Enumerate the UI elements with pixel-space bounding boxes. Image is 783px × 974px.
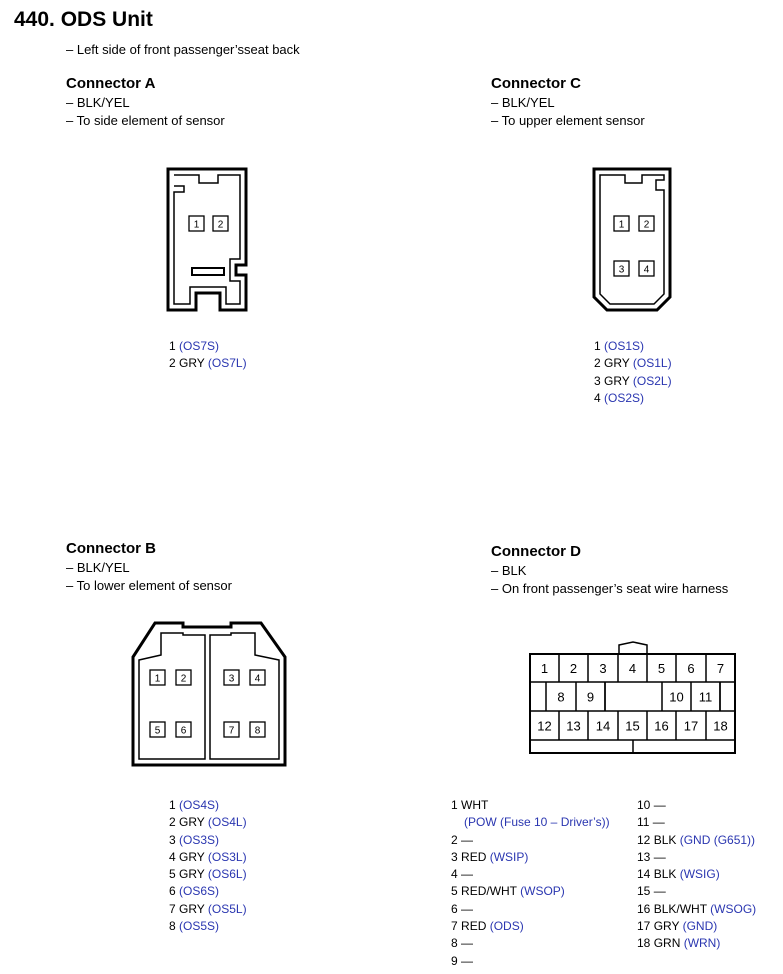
pin-number: 17	[637, 919, 651, 934]
pin-row	[169, 866, 247, 883]
svg-text:2: 2	[643, 219, 650, 231]
cavity-layer	[150, 216, 735, 740]
connector-c-title: Connector C	[491, 75, 581, 92]
signal-name: (ODS)	[486, 919, 524, 934]
pin-row	[451, 814, 610, 831]
svg-text:14: 14	[595, 718, 611, 734]
svg-text:5: 5	[154, 725, 161, 737]
wire-color: GRY	[600, 356, 630, 371]
pin-number: 1	[594, 339, 601, 353]
connector-b-diagram	[133, 623, 285, 765]
cavity-c-2	[639, 216, 654, 231]
wire-color: —	[457, 867, 474, 882]
svg-text:7: 7	[228, 725, 235, 737]
pin-row	[451, 797, 610, 814]
pin-number: 12	[637, 832, 651, 847]
signal-name: (POW (Fuse 10 – Driver’s))	[464, 815, 610, 830]
wire-color: —	[650, 884, 666, 899]
pin-number: 16	[637, 901, 651, 916]
svg-text:8: 8	[254, 725, 261, 737]
svg-text:15: 15	[625, 718, 640, 734]
svg-text:13: 13	[566, 718, 581, 734]
signal-name: (OS4S)	[175, 798, 220, 812]
wire-color: RED	[457, 849, 487, 864]
signal-name: (GND)	[679, 919, 718, 934]
connector-c-description: – To upper element sensor	[491, 113, 645, 128]
pin-number: 1	[169, 339, 176, 353]
cavity-b-7	[224, 722, 239, 737]
cavity-d-18	[713, 711, 735, 740]
pin-row	[451, 849, 610, 866]
connector-c-pinout	[594, 338, 672, 407]
pin-row	[169, 355, 247, 372]
pin-number: 13	[637, 849, 651, 864]
wire-color: GRY	[600, 373, 630, 388]
pin-row	[451, 866, 610, 883]
pin-row	[637, 883, 756, 900]
wire-color: —	[650, 798, 666, 812]
wire-color: BLK	[650, 832, 677, 847]
svg-text:3: 3	[599, 661, 607, 676]
wire-color: —	[457, 832, 474, 847]
cavity-d-2	[570, 654, 588, 682]
cavity-b-6	[176, 722, 191, 737]
pin-row	[169, 814, 247, 831]
wire-color: BLK	[650, 867, 677, 882]
svg-text:1: 1	[540, 661, 549, 676]
cavity-b-4	[250, 670, 265, 685]
pin-row	[451, 883, 610, 900]
pin-number: 2	[169, 356, 176, 371]
connector-d-color: – BLK	[491, 563, 527, 578]
connector-d-title: Connector D	[491, 543, 581, 560]
pin-number: 11	[637, 815, 650, 830]
connector-b-color: – BLK/YEL	[66, 560, 130, 575]
svg-text:4: 4	[643, 264, 650, 276]
svg-text:6: 6	[687, 661, 695, 676]
pin-row	[637, 849, 756, 866]
pin-row	[451, 953, 610, 970]
wire-color: GRY	[175, 849, 205, 864]
svg-text:4: 4	[628, 661, 637, 676]
pin-number: 15	[637, 884, 651, 899]
cavity-d-1	[541, 654, 559, 682]
svg-text:9: 9	[586, 689, 595, 705]
pin-number: 3	[169, 832, 176, 847]
cavity-c-3	[614, 261, 629, 276]
wire-color: —	[650, 849, 666, 864]
cavity-c-4	[639, 261, 654, 276]
pin-number: 7	[169, 901, 176, 916]
signal-name: (OS7S)	[175, 339, 220, 353]
cavity-c-1	[614, 216, 629, 231]
pin-row	[169, 849, 247, 866]
pin-row	[637, 797, 756, 814]
wire-color: GRN	[650, 936, 681, 951]
wire-color: —	[457, 953, 474, 968]
signal-name: (OS7L)	[204, 356, 247, 371]
wire-color: RED/WHT	[457, 884, 517, 899]
pin-row	[637, 935, 756, 952]
pin-number: 6	[169, 884, 176, 899]
pin-number: 3	[594, 373, 601, 388]
svg-text:3: 3	[618, 264, 625, 276]
signal-name: (WSOP)	[516, 884, 565, 899]
svg-text:7: 7	[716, 661, 725, 676]
pin-number: 2	[451, 832, 458, 847]
pin-row	[169, 832, 247, 849]
pin-row	[594, 373, 672, 390]
pin-row	[451, 901, 610, 918]
pin-number: 5	[451, 884, 458, 899]
pin-row	[637, 814, 756, 831]
svg-text:1: 1	[618, 219, 625, 231]
pin-row	[637, 866, 756, 883]
cavity-d-12	[537, 711, 559, 740]
svg-text:6: 6	[180, 725, 187, 737]
connector-d-pinout-right	[637, 797, 756, 953]
wire-color: BLK/WHT	[650, 901, 707, 916]
wire-color: WHT	[457, 798, 489, 812]
signal-name: (OS2S)	[600, 390, 645, 405]
cavity-d-8	[557, 682, 576, 711]
signal-name: (OS2L)	[629, 373, 672, 388]
cavity-b-8	[250, 722, 265, 737]
cavity-d-7	[717, 654, 735, 682]
pin-number: 10	[637, 798, 651, 812]
svg-text:12: 12	[537, 718, 552, 734]
pin-row	[594, 390, 672, 407]
pin-row	[637, 918, 756, 935]
pin-row	[451, 935, 610, 952]
signal-name: (OS1L)	[629, 356, 672, 371]
cavity-b-5	[150, 722, 165, 737]
pin-row	[594, 338, 672, 355]
wire-color: GRY	[175, 815, 205, 830]
svg-text:11: 11	[698, 689, 713, 705]
pin-row	[169, 797, 247, 814]
svg-text:1: 1	[154, 673, 161, 685]
wire-color: —	[457, 936, 474, 951]
signal-name: (OS6S)	[175, 884, 220, 899]
pin-number: 2	[594, 356, 601, 371]
connector-d-pinout-left	[451, 797, 610, 970]
signal-name: (OS5S)	[175, 919, 220, 934]
pin-row	[169, 338, 247, 355]
signal-name: (OS5L)	[204, 901, 247, 916]
svg-text:2: 2	[569, 661, 578, 676]
wire-color: GRY	[650, 919, 680, 934]
cavity-d-17	[684, 711, 706, 740]
pin-row	[451, 918, 610, 935]
cavity-d-14	[596, 711, 618, 740]
cavity-d-10	[669, 682, 691, 711]
pin-number: 3	[451, 849, 458, 864]
pin-number: 1	[451, 798, 458, 812]
cavity-d-4	[629, 654, 647, 682]
cavity-b-2	[176, 670, 191, 685]
connector-b-title: Connector B	[66, 540, 156, 557]
connector-a-color: – BLK/YEL	[66, 95, 130, 110]
connector-b-description: – To lower element of sensor	[66, 578, 232, 593]
pin-number: 9	[451, 953, 458, 968]
connector-a-description: – To side element of sensor	[66, 113, 225, 128]
pin-row	[451, 832, 610, 849]
svg-text:4: 4	[254, 673, 261, 685]
svg-text:5: 5	[657, 661, 666, 676]
pin-number: 6	[451, 901, 458, 916]
pin-number: 18	[637, 936, 651, 951]
signal-name: (OS3L)	[204, 849, 247, 864]
wire-color: —	[457, 901, 474, 916]
signal-name: (WSIP)	[486, 849, 529, 864]
cavity-d-9	[587, 682, 605, 711]
svg-text:3: 3	[228, 673, 235, 685]
connector-a-diagram	[168, 169, 246, 310]
wire-color: GRY	[175, 867, 205, 882]
connector-d-description: – On front passenger’s seat wire harness	[491, 581, 729, 596]
connector-a-pinout	[169, 338, 247, 373]
cavity-d-11	[699, 682, 720, 711]
pin-row	[169, 918, 247, 935]
svg-text:16: 16	[654, 718, 669, 734]
connector-b-pinout	[169, 797, 247, 935]
pin-row	[169, 901, 247, 918]
cavity-b-3	[224, 670, 239, 685]
pin-number: 2	[169, 815, 176, 830]
cavity-d-13	[566, 711, 588, 740]
signal-name: (WSOG)	[706, 901, 757, 916]
svg-text:10: 10	[669, 689, 684, 705]
svg-text:1: 1	[193, 219, 200, 231]
svg-text:2: 2	[217, 219, 224, 231]
unit-location: – Left side of front passenger’sseat back	[66, 42, 300, 57]
cavity-d-6	[687, 654, 706, 682]
signal-name: (GND (G651))	[676, 832, 756, 847]
pin-row	[637, 901, 756, 918]
connector-a-title: Connector A	[66, 75, 156, 92]
wire-color: RED	[457, 919, 487, 934]
page-title: 440. ODS Unit	[14, 8, 153, 31]
pin-number: 1	[169, 798, 176, 812]
signal-name: (OS6L)	[204, 867, 247, 882]
pin-number: 4	[594, 390, 601, 405]
cavity-d-3	[599, 654, 618, 682]
signal-name: (OS4L)	[204, 815, 247, 830]
pin-number: 14	[637, 867, 651, 882]
pin-number: 5	[169, 867, 176, 882]
svg-text:17: 17	[683, 718, 699, 734]
svg-text:2: 2	[180, 673, 187, 685]
signal-name: (WSIG)	[676, 867, 720, 882]
pin-row	[594, 355, 672, 372]
signal-name: (OS1S)	[600, 339, 645, 353]
connector-c-diagram	[594, 169, 670, 310]
pin-number: 8	[451, 936, 458, 951]
signal-name: (WRN)	[680, 936, 721, 951]
pin-number: 4	[451, 867, 458, 882]
pin-number: 4	[169, 849, 176, 864]
connector-c-color: – BLK/YEL	[491, 95, 555, 110]
pin-number: 8	[169, 919, 176, 934]
signal-name: (OS3S)	[175, 832, 220, 847]
wire-color: GRY	[175, 356, 205, 371]
svg-text:8: 8	[557, 689, 565, 705]
wire-color: —	[649, 815, 665, 830]
cavity-a-2	[213, 216, 228, 231]
cavity-d-15	[625, 711, 647, 740]
pin-row	[637, 832, 756, 849]
pin-row	[169, 883, 247, 900]
cavity-d-5	[658, 654, 676, 682]
wire-color: GRY	[175, 901, 205, 916]
cavity-a-1	[189, 216, 204, 231]
pin-number: 7	[451, 919, 458, 934]
cavity-d-16	[654, 711, 676, 740]
cavity-b-1	[150, 670, 165, 685]
svg-text:18: 18	[713, 718, 728, 734]
